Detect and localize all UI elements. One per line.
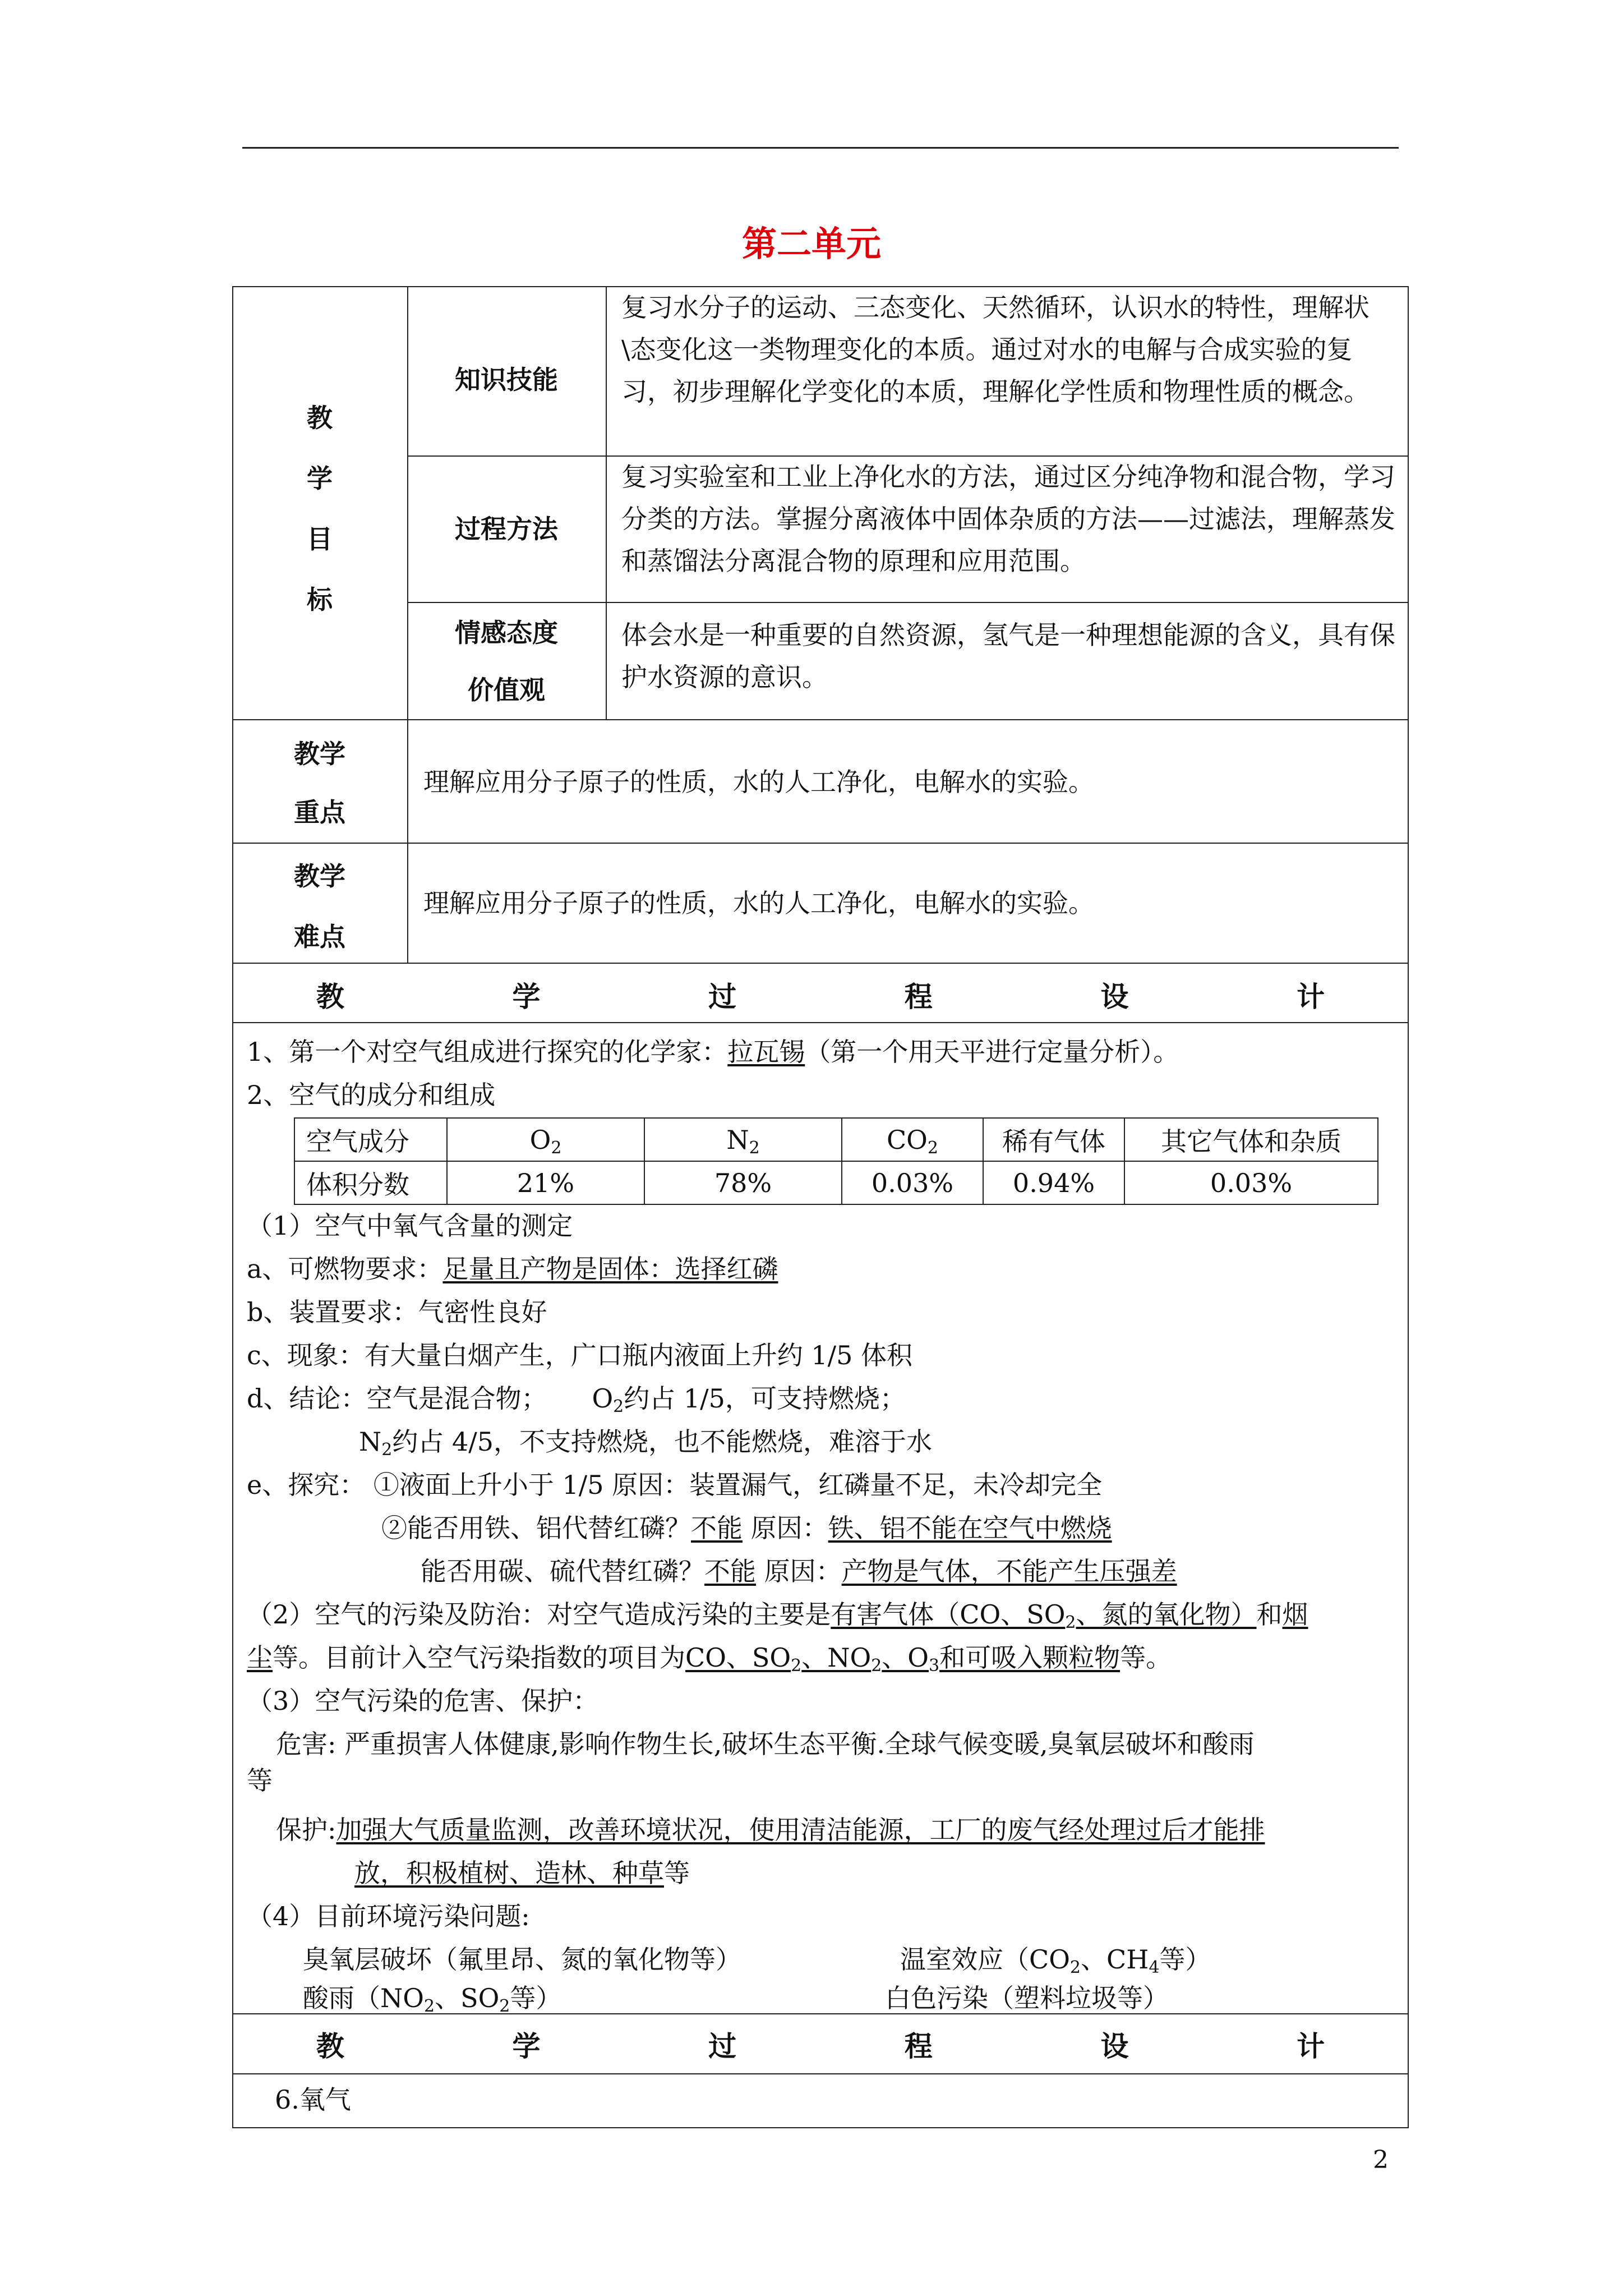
process-text: 复习实验室和工业上净化水的方法，通过区分纯净物和混合物，学习分类的方法。掌握分离液体中固体杂质的方法——过滤法，理解蒸发和蒸馏法分离混合物的原理和应用范围。 bbox=[621, 462, 1395, 576]
section-1-title: （1）空气中氧气含量的测定 bbox=[247, 1211, 573, 1241]
oxygen-heading: 6.氧气 bbox=[275, 2085, 351, 2115]
harm-line-cont: 等 bbox=[247, 1765, 273, 1796]
pollution-acid-rain: 酸雨（$NO_2$、$SO_2$等） bbox=[303, 1983, 562, 2016]
line-1: 1、第一个对空气组成进行探究的化学家：拉瓦锡（第一个用天平进行定量分析）。 bbox=[247, 1037, 1179, 1067]
keypoint-text: 理解应用分子原子的性质，水的人工净化，电解水的实验。 bbox=[423, 767, 1094, 797]
design-header-1: 教 学 过 程 设 计 bbox=[316, 980, 1325, 1013]
line-d1: d、结论：空气是混合物； $O_2$约占 1/5，可支持燃烧； bbox=[247, 1383, 906, 1416]
line-b: b、装置要求：气密性良好 bbox=[247, 1297, 547, 1327]
difficulty-label-1: 教学 bbox=[294, 861, 345, 891]
line-e1: e、探究： ①液面上升小于 1/5 原因：装置漏气，红磷量不足，未冷却完全 bbox=[247, 1470, 1103, 1500]
line-e2: ②能否用铁、铝代替红磷？不能 原因：铁、铝不能在空气中燃烧 bbox=[381, 1513, 1112, 1543]
pollution-ozone: 臭氧层破坏（氟里昂、氮的氧化物等） bbox=[303, 1944, 741, 1975]
keypoint-label-2: 重点 bbox=[294, 797, 345, 827]
page-title: 第二单元 bbox=[741, 223, 881, 264]
line-a: a、可燃物要求：足量且产物是固体：选择红磷 bbox=[247, 1254, 778, 1284]
section-3-title: （3）空气污染的危害、保护： bbox=[247, 1686, 599, 1716]
design-header-2: 教 学 过 程 设 计 bbox=[316, 2030, 1325, 2063]
knowledge-label: 知识技能 bbox=[455, 365, 558, 395]
knowledge-text: 复习水分子的运动、三态变化、天然循环，认识水的特性，理解状\态变化这一类物理变化的本质。通过对水的电解与合成实验的复习，初步理解化学变化的本质，理解化学性质和物理性质的概念。 bbox=[621, 292, 1370, 407]
harm-line: 危害: 严重损害人体健康,影响作物生长,破坏生态平衡.全球气候变暖,臭氧层破坏和酸雨 bbox=[276, 1729, 1255, 1759]
protect-line-1: 保护:加强大气质量监测，改善环境状况，使用清洁能源，工厂的废气经处理过后才能排 bbox=[276, 1815, 1265, 1845]
keypoint-label-1: 教学 bbox=[294, 739, 345, 769]
table-row: 体积分数 21% 78% 0.03% 0.94% 0.03% bbox=[294, 1161, 1378, 1204]
pollution-white: 白色污染（塑料垃圾等） bbox=[885, 1983, 1169, 2013]
header-rule bbox=[242, 147, 1399, 149]
pollution-greenhouse: 温室效应（$CO_2$、$CH_4$等） bbox=[900, 1944, 1211, 1977]
difficulty-text: 理解应用分子原子的性质，水的人工净化，电解水的实验。 bbox=[423, 888, 1094, 918]
protect-line-2: 放，积极植树、造林、种草等 bbox=[354, 1858, 690, 1888]
line-e3: 能否用碳、硫代替红磷？不能 原因：产物是气体，不能产生压强差 bbox=[421, 1556, 1177, 1586]
section-4-title: （4）目前环境污染问题: bbox=[247, 1901, 530, 1931]
table-row: 空气成分 $O_2$ $N_2$ $CO_2$ 稀有气体 其它气体和杂质 bbox=[294, 1118, 1378, 1161]
difficulty-label-2: 难点 bbox=[294, 922, 345, 952]
emotion-label-1: 情感态度 bbox=[455, 618, 558, 648]
section-2-line-2: 尘等。目前计入空气污染指数的项目为CO、$SO_2$、$NO_2$、$O_3$和可吸入颗粒物等。 bbox=[247, 1642, 1172, 1676]
line-c: c、现象：有大量白烟产生，广口瓶内液面上升约 1/5 体积 bbox=[247, 1340, 913, 1370]
emotion-label-2: 价值观 bbox=[468, 675, 545, 705]
air-composition-table bbox=[294, 1117, 1378, 1205]
line-d2: $N_2$约占 4/5，不支持燃烧，也不能燃烧，难溶于水 bbox=[359, 1427, 932, 1460]
emotion-text: 体会水是一种重要的自然资源，氢气是一种理想能源的含义，具有保护水资源的意识。 bbox=[621, 620, 1395, 692]
process-label: 过程方法 bbox=[455, 514, 558, 544]
section-2-line-1: （2）空气的污染及防治：对空气造成污染的主要是有害气体（CO、$SO_2$、氮的氧化物）和烟 bbox=[247, 1599, 1308, 1632]
line-2: 2、空气的成分和组成 bbox=[247, 1080, 496, 1110]
page-number: 2 bbox=[1373, 2146, 1389, 2174]
